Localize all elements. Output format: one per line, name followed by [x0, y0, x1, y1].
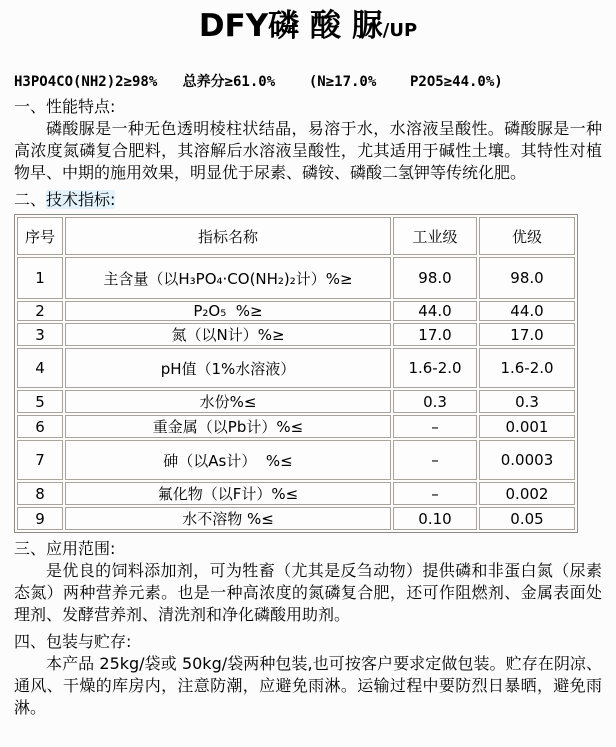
cell-indicator: 水份%≤ [65, 390, 391, 413]
cell-premium: 1.6-2.0 [479, 348, 575, 388]
cell-indicator: pH值（1%水溶液） [65, 348, 391, 388]
cell-indicator: 主含量（以H₃PO₄·CO(NH₂)₂计）%≥ [65, 257, 391, 299]
cell-industrial: 44.0 [393, 301, 477, 321]
cell-industrial: 0.10 [393, 507, 477, 530]
cell-premium: 17.0 [479, 323, 575, 346]
table-row [17, 323, 575, 346]
table-row [17, 257, 575, 299]
packaging-paragraph: 本产品 25kg/袋或 50kg/袋两种包装,也可按客户要求定做包装。贮存在阴凉、通风、干燥的库房内，注意防潮，应避免雨淋。运输过程中要防烈日暴晒，避免雨淋。 [14, 654, 602, 717]
cell-premium: 0.002 [479, 482, 575, 505]
table-row [17, 440, 575, 480]
col-header-indicator: 指标名称 [65, 217, 391, 255]
cell-serial: 2 [17, 301, 63, 321]
cell-indicator: P₂O₅ %≥ [65, 301, 391, 321]
cell-industrial: 98.0 [393, 257, 477, 299]
col-header-serial: 序号 [17, 217, 63, 255]
cell-serial: 7 [17, 440, 63, 480]
section-heading-specs-text: 技术指标: [46, 190, 116, 209]
cell-serial: 3 [17, 323, 63, 346]
cell-industrial: 17.0 [393, 323, 477, 346]
table-row [17, 482, 575, 505]
technical-specs-table [14, 214, 578, 533]
cell-indicator: 砷（以As计） %≤ [65, 440, 391, 480]
table-header-row [17, 217, 575, 255]
cell-premium: 0.05 [479, 507, 575, 530]
table-row [17, 301, 575, 321]
cell-industrial: – [393, 482, 477, 505]
cell-indicator: 重金属（以Pb计）%≤ [65, 415, 391, 438]
cell-industrial: – [393, 440, 477, 480]
section-heading-specs [14, 184, 602, 211]
cell-premium: 98.0 [479, 257, 575, 299]
cell-serial: 9 [17, 507, 63, 530]
section-heading-packaging: 四、包装与贮存: [14, 632, 132, 651]
cell-serial: 6 [17, 415, 63, 438]
col-header-premium: 优级 [479, 217, 575, 255]
cell-serial: 5 [17, 390, 63, 413]
cell-premium: 0.001 [479, 415, 575, 438]
page-title-suffix: /UP [382, 20, 418, 41]
applications-paragraph: 是优良的饲料添加剂，可为牲畜（尤其是反刍动物）提供磷和非蛋白氮（尿素态氮）两种营养元素。也是一种高浓度的氮磷复合肥，还可作阻燃剂、金属表面处理剂、发酵营养剂、清洗剂和净化磷酸用助剂。 [14, 561, 602, 624]
cell-indicator: 氮（以N计）%≥ [65, 323, 391, 346]
table-row [17, 390, 575, 413]
cell-indicator: 氟化物（以F计）%≤ [65, 482, 391, 505]
cell-industrial: 1.6-2.0 [393, 348, 477, 388]
cell-premium: 0.0003 [479, 440, 575, 480]
cell-industrial: 0.3 [393, 390, 477, 413]
cell-premium: 0.3 [479, 390, 575, 413]
cell-serial: 4 [17, 348, 63, 388]
table-row [17, 415, 575, 438]
cell-indicator: 水不溶物 %≤ [65, 507, 391, 530]
table-row [17, 507, 575, 530]
section-heading-performance: 一、性能特点: [14, 97, 116, 116]
chemical-formula-line: H3PO4CO(NH2)2≥98% 总养分≥61.0% (N≥17.0% P2O5≥44.0%) [14, 74, 503, 90]
cell-industrial: – [393, 415, 477, 438]
table-row [17, 348, 575, 388]
cell-serial: 1 [17, 257, 63, 299]
cell-serial: 8 [17, 482, 63, 505]
performance-paragraph: 磷酸脲是一种无色透明棱柱状结晶，易溶于水，水溶液呈酸性。磷酸脲是一种高浓度氮磷复合肥料，其溶解后水溶液呈酸性，尤其适用于碱性土壤。其特性对植物早、中期的施用效果，明显优于尿素、磷铵、磷酸二氢钾等传统化肥。 [14, 119, 602, 182]
col-header-industrial: 工业级 [393, 217, 477, 255]
page-title [0, 0, 616, 52]
page-title-main: DFY磷 酸 脲 [198, 8, 383, 44]
section-heading-applications: 三、应用范围: [14, 539, 116, 558]
section-heading-specs-prefix: 二、 [14, 190, 47, 209]
cell-premium: 44.0 [479, 301, 575, 321]
